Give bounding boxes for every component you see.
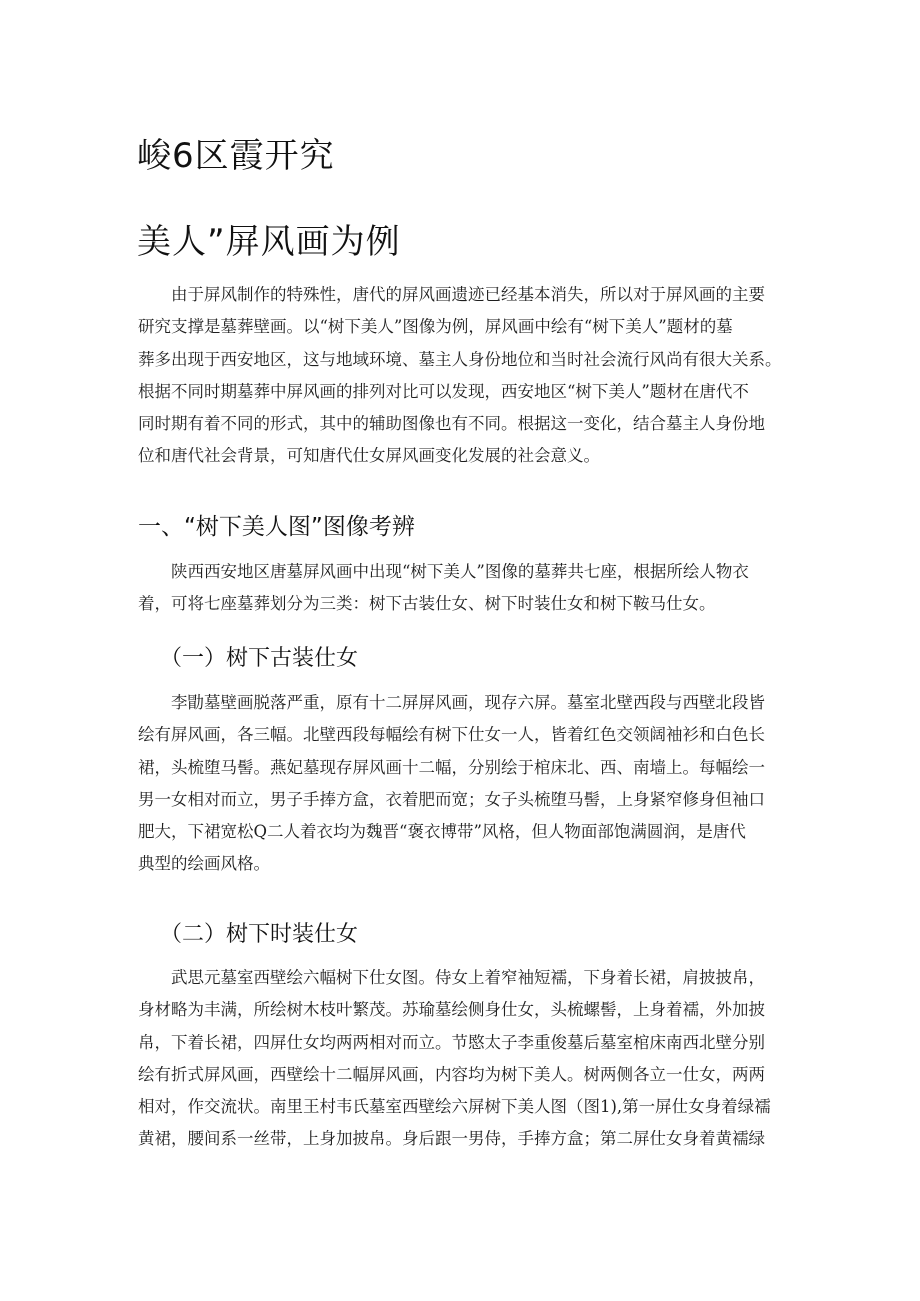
section-1-heading: 一、“树下美人图”图像考辨 (138, 514, 415, 540)
text-line: 身材略为丰满，所绘树木枝叶繁茂。苏瑜墓绘侧身仕女，头梳螺髻，上身着襦，外加披 (138, 1000, 765, 1020)
title-line-2: 美人”屏风画为例 (137, 222, 401, 262)
intro-paragraph (138, 279, 790, 473)
text-line: 研究支撑是墓葬壁画。以“树下美人”图像为例，屏风画中绘有“树下美人”题材的墓 (138, 317, 733, 337)
text-line: 绘有屏风画，各三幅。北壁西段每幅绘有树下仕女一人，皆着红色交领阔袖衫和白色长 (138, 725, 765, 745)
subsection-2-paragraph (138, 962, 790, 1156)
text-line: 男一女相对而立，男子手捧方盒，衣着肥而宽；女子头梳堕马髻，上身紧窄修身但袖口 (138, 789, 765, 809)
text-line: 典型的绘画风格。 (138, 854, 270, 874)
text-line: 着，可将七座墓葬划分为三类：树下古装仕女、树下时装仕女和树下鞍马仕女。 (138, 594, 716, 614)
text-line: 位和唐代社会背景，可知唐代仕女屏风画变化发展的社会意义。 (138, 446, 600, 466)
text-line: 葬多出现于西安地区，这与地域环境、墓主人身份地位和当时社会流行风尚有很大关系。 (138, 349, 782, 369)
text-line: 黄裙，腰间系一丝带，上身加披帛。身后跟一男侍，手捧方盒；第二屏仕女身着黄襦绿 (138, 1129, 765, 1149)
text-line: 陕西西安地区唐墓屏风画中出现“树下美人”图像的墓葬共七座，根据所绘人物衣 (171, 562, 749, 581)
text-line: 同时期有着不同的形式，其中的辅助图像也有不同。根据这一变化，结合墓主人身份地 (138, 414, 765, 434)
text-line: 李勖墓壁画脱落严重，原有十二屏屏风画，现存六屏。墓室北壁西段与西壁北段皆 (171, 693, 765, 712)
subsection-1-heading: （一）树下古装仕女 (160, 646, 359, 671)
text-line: 帛，下着长裙，四屏仕女均两两相对而立。节愍太子李重俊墓后墓室棺床南西北壁分别 (138, 1032, 765, 1052)
text-line: 裙，头梳堕马髻。燕妃墓现存屏风画十二幅，分别绘于棺床北、西、南墙上。每幅绘一 (138, 757, 765, 777)
text-line: 武思元墓室西壁绘六幅树下仕女图。侍女上着窄袖短襦，下身着长裙，肩披披帛， (171, 968, 765, 987)
text-line: 由于屏风制作的特殊性，唐代的屏风画遗迹已经基本消失，所以对于屏风画的主要 (171, 285, 765, 304)
text-line: 绘有折式屏风画，西壁绘十二幅屏风画，内容均为树下美人。树两侧各立一仕女，两两 (138, 1064, 765, 1084)
subsection-1-paragraph (138, 687, 790, 881)
subsection-2-heading: （二）树下时装仕女 (160, 922, 359, 947)
section-1-paragraph (138, 556, 790, 621)
text-line: 肥大，下裙宽松Q二人着衣均为魏晋“褒衣博带”风格，但人物面部饱满圆润，是唐代 (138, 822, 746, 842)
text-line: 相对，作交流状。南里王村韦氏墓室西壁绘六屏树下美人图（图1),第一屏仕女身着绿襦 (138, 1097, 771, 1117)
title-line-1: 峻6区霞开究 (137, 136, 335, 176)
text-line: 根据不同时期墓葬中屏风画的排列对比可以发现，西安地区“树下美人”题材在唐代不 (138, 381, 749, 401)
